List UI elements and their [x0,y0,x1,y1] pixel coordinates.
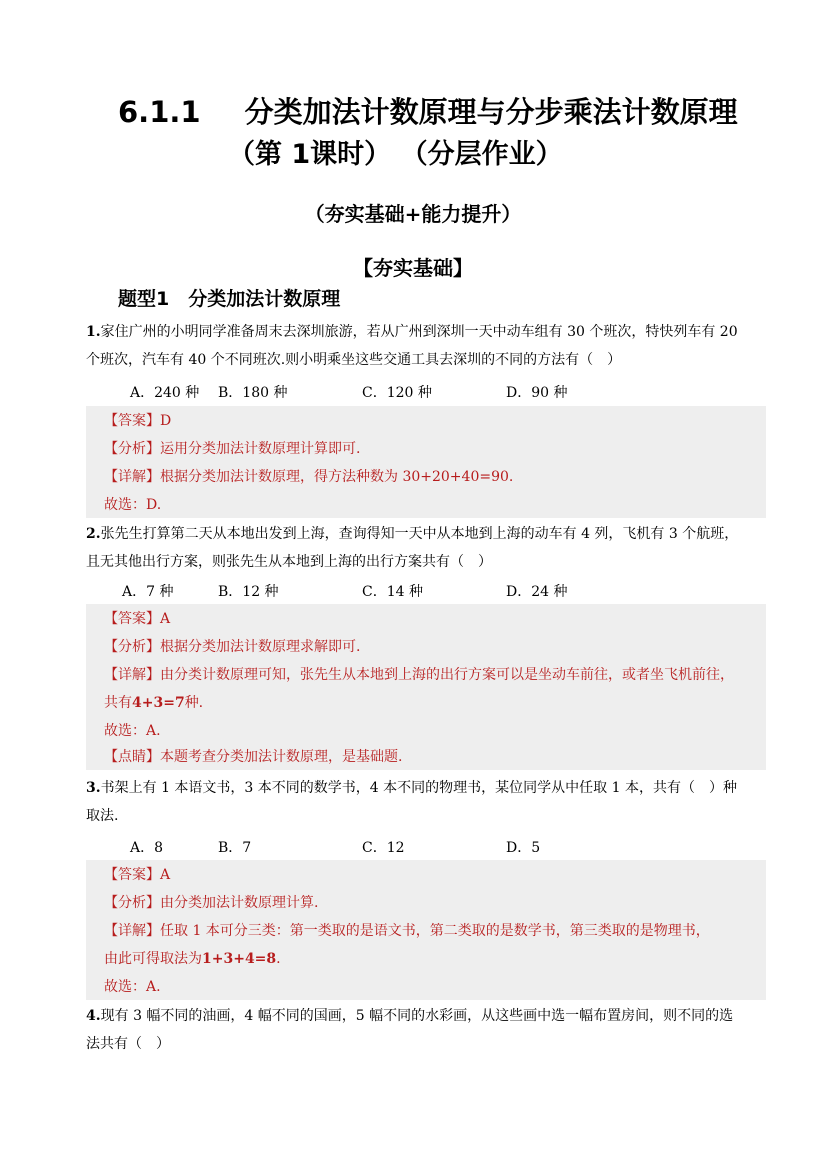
option-b: B．12 种 [218,584,279,600]
analysis-label: 【分析】 [104,895,160,911]
title-line-1: 分类加法计数原理与分步乘法计数原理 [244,95,738,129]
option-a: A．7 种 [122,584,174,600]
option-b: B．180 种 [218,385,288,401]
question-number: 3. [86,780,101,796]
question-3 [86,774,766,830]
option-c: C．12 [362,840,405,856]
analysis-label: 【分析】 [104,639,160,655]
title-line-2: （第 1课时） （分层作业） [228,139,563,170]
question-text-continued: 且无其他出行方案，则张先生从本地到上海的出行方案共有（ ） [86,554,492,570]
answer-block-3 [86,860,766,1000]
detail-text-suffix: . [276,951,281,967]
detail-text: 任取 1 本可分三类：第一类取的是语文书，第二类取的是数学书，第三类取的是物理书， [160,923,710,939]
answer-label: 【答案】 [104,413,160,429]
answer-value: A [160,611,171,627]
question-type-heading: 题型1 分类加法计数原理 [118,288,341,310]
detail-label: 【详解】 [104,923,160,939]
detail-label: 【详解】 [104,469,160,485]
detail-text-prefix: 由此可得取法为 [104,951,202,967]
option-d: D．90 种 [506,385,568,401]
detail-equation: 1+3+4=8 [202,951,277,967]
option-d: D．24 种 [506,584,568,600]
answer-value: D [160,413,172,429]
detail-text: 由分类计数原理可知，张先生从本地到上海的出行方案可以是坐动车前往，或者坐飞机前往， [160,667,734,683]
conclusion-text: 故选：A. [104,979,161,995]
analysis-label: 【分析】 [104,441,160,457]
answer-label: 【答案】 [104,611,160,627]
question-number: 1. [86,324,101,340]
conclusion-text: 故选：A. [104,723,161,739]
option-c: C．14 种 [362,584,423,600]
question-4 [86,1002,766,1058]
question-text-continued: 取法. [86,808,119,824]
detail-text: 根据分类加法计数原理，得方法种数为 30+20+40=90. [160,469,514,485]
answer-label: 【答案】 [104,867,160,883]
detail-text-suffix: 种. [184,695,204,711]
comment-text: 本题考查分类加法计数原理，是基础题. [160,749,403,765]
option-a: A．8 [130,840,164,856]
conclusion-text: 故选：D. [104,497,162,513]
answer-block-1 [86,406,766,518]
question-text: 张先生打算第二天从本地出发到上海，查询得知一天中从本地到上海的动车有 4 列，飞机有 3 个航班， [100,526,739,542]
document-title [118,90,738,131]
question-text-continued: 法共有（ ） [86,1036,170,1052]
option-c: C．120 种 [362,385,432,401]
question-text: 书架上有 1 本语文书，3 本不同的数学书，4 本不同的物理书，某位同学从中任取 1 本，共有（ ）种 [100,780,737,796]
analysis-text: 根据分类加法计数原理求解即可. [160,639,361,655]
question-number: 4. [86,1008,101,1024]
section-heading: 【夯实基础】 [353,256,473,280]
section-number: 6.1.1 [118,95,201,129]
detail-equation: 4+3=7 [132,695,185,711]
detail-text-prefix: 共有 [104,695,132,711]
document-subtitle: （夯实基础+能力提升） [304,202,522,226]
analysis-text: 运用分类加法计数原理计算即可. [160,441,361,457]
question-text: 家住广州的小明同学准备周末去深圳旅游，若从广州到深圳一天中动车组有 30 个班次，特快列车有 20 [100,324,738,340]
answer-value: A [160,867,171,883]
question-2 [86,520,766,576]
question-text: 现有 3 幅不同的油画，4 幅不同的国画，5 幅不同的水彩画，从这些画中选一幅布置房间，则不同的选 [100,1008,734,1024]
option-b: B．7 [218,840,252,856]
detail-label: 【详解】 [104,667,160,683]
option-a: A．240 种 [130,385,200,401]
question-1 [86,318,766,374]
comment-label: 【点睛】 [104,749,160,765]
answer-block-2 [86,604,766,770]
option-d: D．5 [506,840,541,856]
question-text-continued: 个班次，汽车有 40 个不同班次.则小明乘坐这些交通工具去深圳的不同的方法有（ ） [86,352,622,368]
analysis-text: 由分类加法计数原理计算. [160,895,319,911]
question-number: 2. [86,526,101,542]
